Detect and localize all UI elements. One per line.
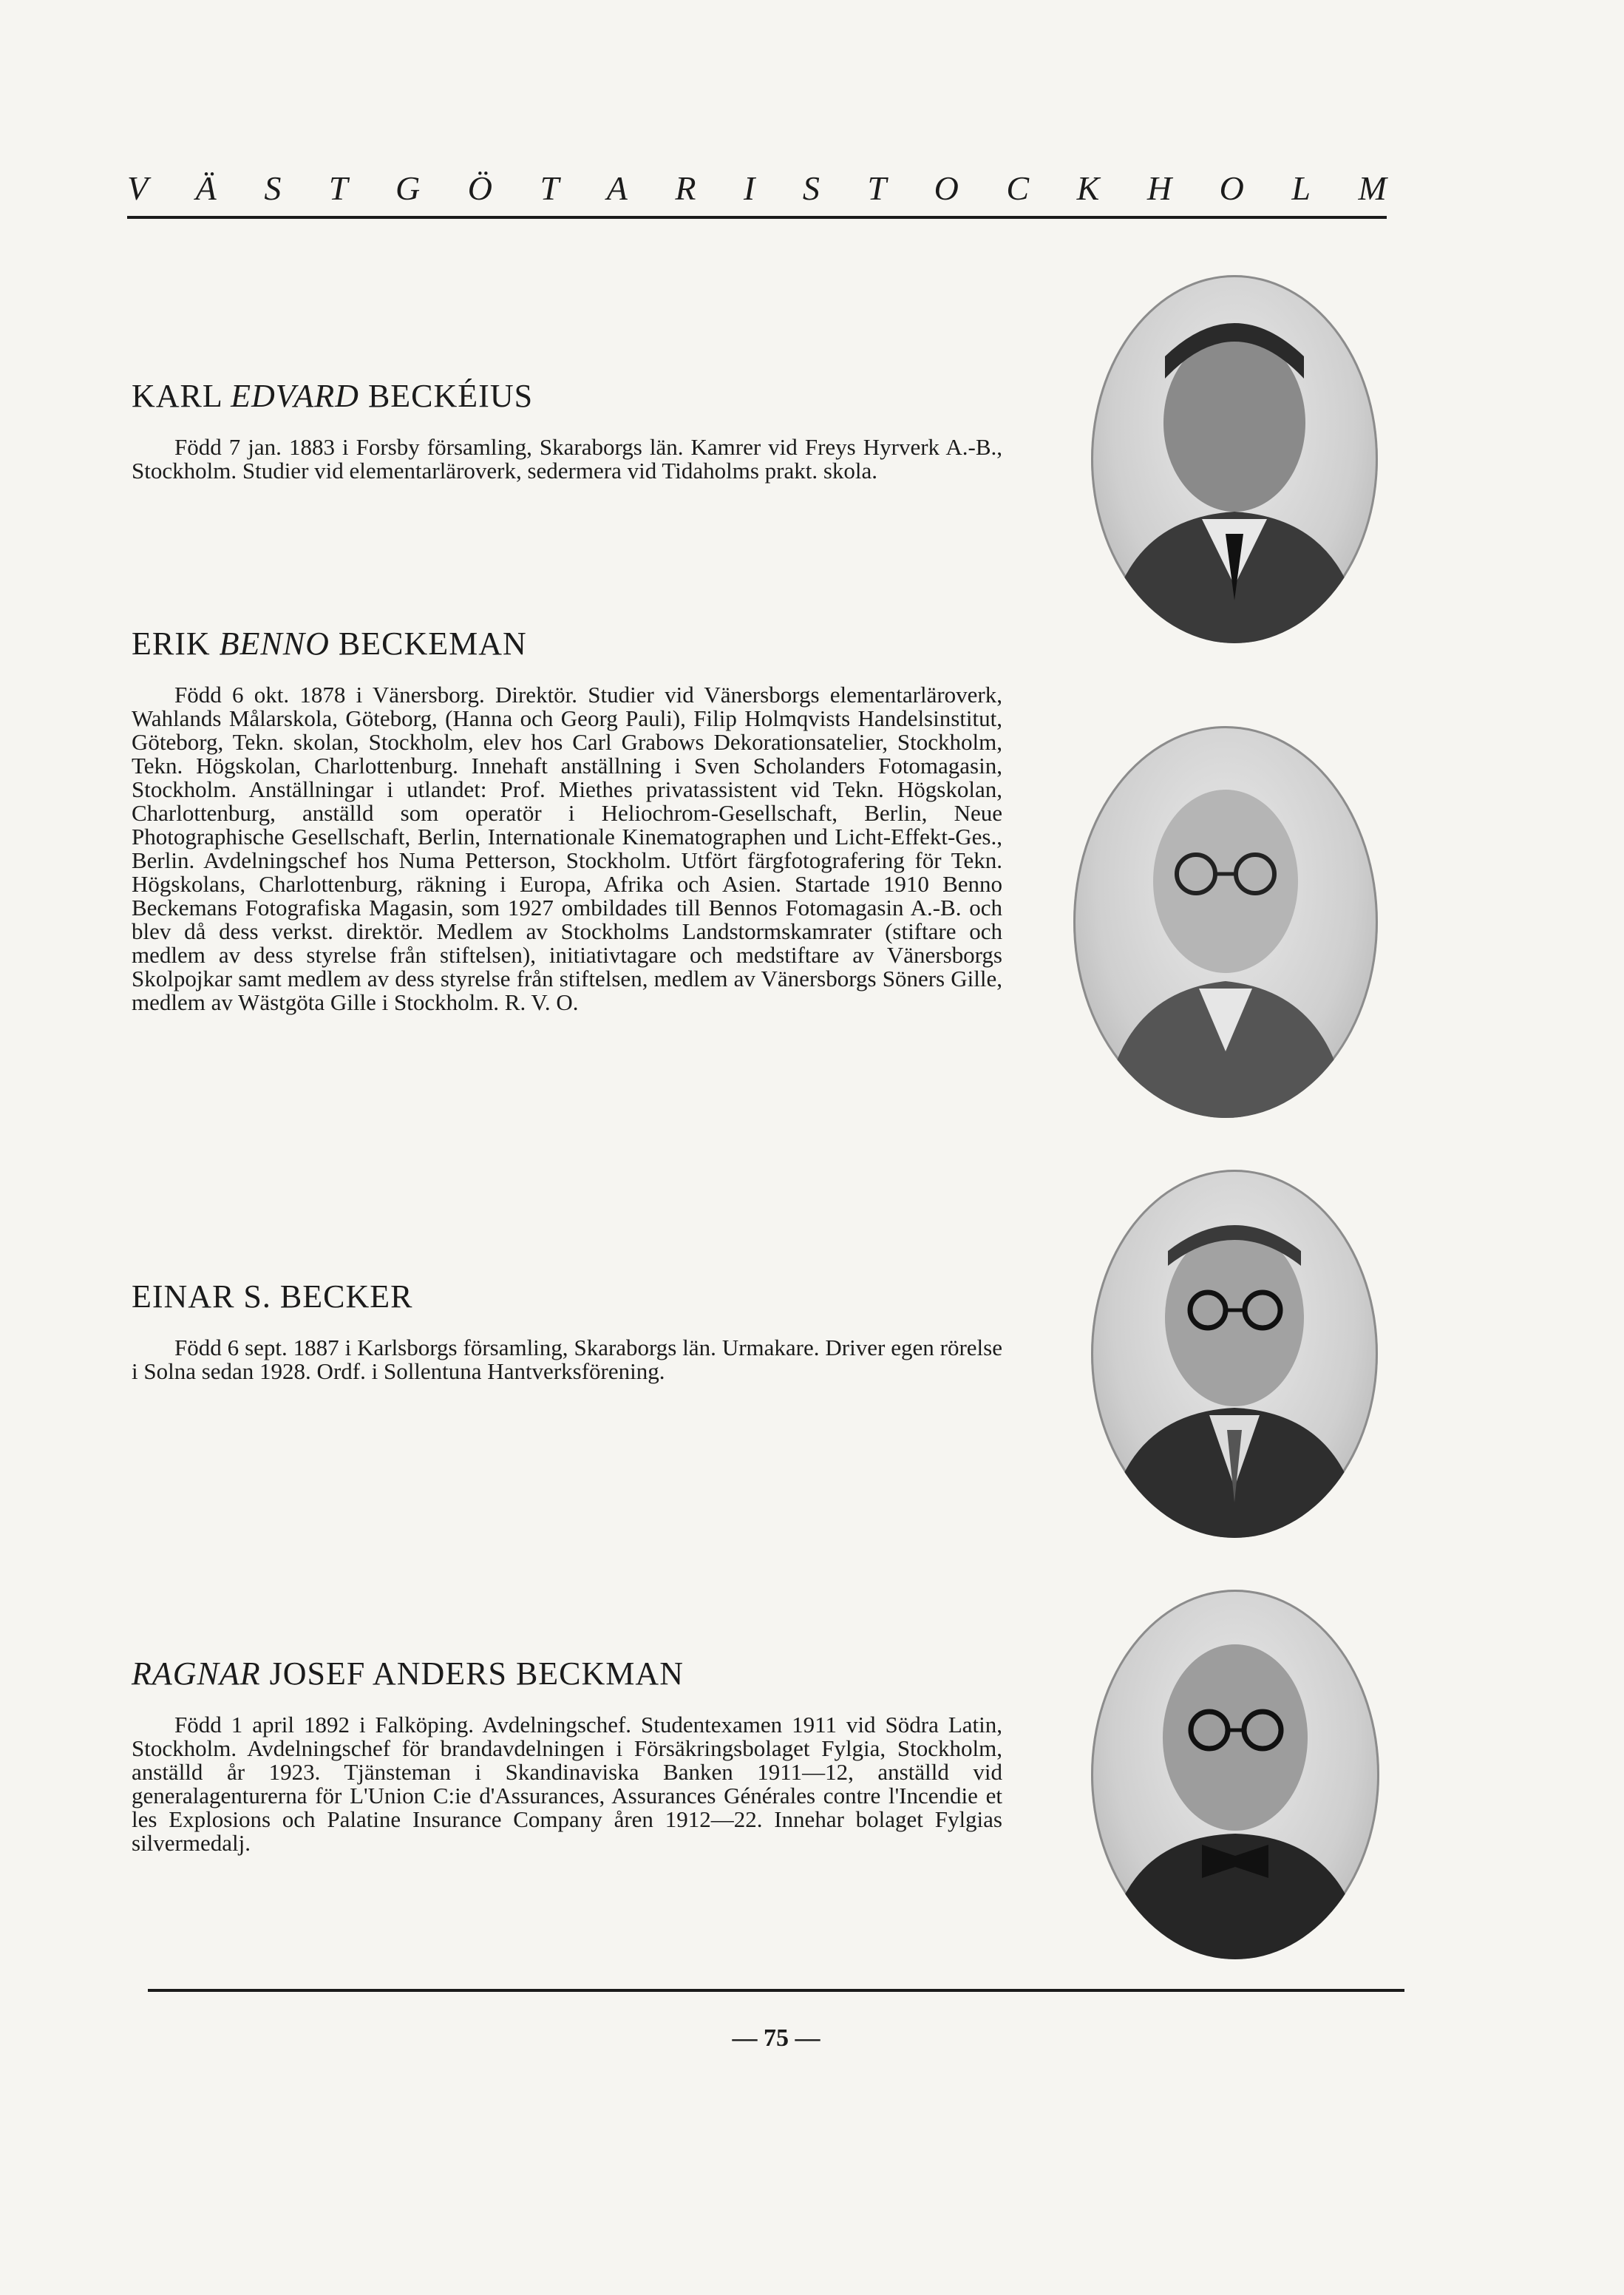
- running-head-letter: V: [127, 169, 149, 207]
- running-head-letter: M: [1358, 169, 1387, 207]
- running-head-letter: I: [744, 169, 755, 207]
- running-head-letter: H: [1146, 169, 1172, 207]
- running-head-letter: T: [540, 169, 560, 207]
- running-head-letter: T: [328, 169, 348, 207]
- name-part-italic: BENNO: [219, 626, 330, 662]
- biography-entry: [132, 625, 1002, 1014]
- name-part: KARL: [132, 378, 231, 414]
- running-head-letter: Ö: [467, 169, 493, 207]
- page-number: — 75 —: [732, 2024, 821, 2052]
- portrait-figure: [1073, 726, 1378, 1118]
- running-head-letter: T: [867, 169, 887, 207]
- running-head-letter: S: [264, 169, 282, 207]
- running-head-letter: C: [1006, 169, 1030, 207]
- running-head-letter: A: [606, 169, 628, 207]
- person-name: [132, 377, 1002, 415]
- person-bio: Född 7 jan. 1883 i Forsby församling, Skaraborgs län. Kamrer vid Freys Hyrverk A.-B., Stockholm. Studier vid elementarläroverk, sedermera vid Tidaholms prakt. skola.: [132, 434, 1002, 484]
- portrait-photo: [1091, 275, 1378, 643]
- name-part-italic: RAGNAR: [132, 1655, 261, 1692]
- name-part: ERIK: [132, 626, 220, 662]
- portrait-figure: [1091, 1590, 1379, 1959]
- footer-rule: [148, 1989, 1404, 1992]
- biography-entry: [132, 377, 1002, 483]
- person-bio: Född 6 okt. 1878 i Vänersborg. Direktör. Studier vid Vänersborgs elementarläroverk, Wahlands Målarskola, Göteborg, (Hanna och Georg Pauli), Filip Holmqvists Handelsinstitut, Göteborg, Tekn. skolan, Stockholm, elev hos Carl Grabows Dekorationsatelier, Stockholm, Tekn. Högskolan, Charlottenburg. Innehaft anställning i Sven Scholanders Fotomagasin, Stockholm. Anställningar i utlandet: Prof. Miethes privatassistent vid Tekn. Högskolan, Charlottenburg, anställd som operatör i Heliochrom-Gesellschaft, Berlin, Neue Photographische Gesellschaft, Berlin, Internationale Kinematographen und Licht-Effekt-Ges., Berlin. Avdelningschef hos Numa Petterson, Stockholm. Utfört färgfotografering för Tekn. Högskolans, Charlottenburg, räkning i Europa, Afrika och Asien. Startade 1910 Benno Beckemans Fotografiska Magasin, som 1927 ombildades till Bennos Fotomagasin A.-B. och blev då dess verkst. direktör. Medlem av Stockholms Landstormskamrater (stiftare och medlem av dess styrelse från stiftelsen), initiativtagare och medstiftare av Vänersborgs Skolpojkar samt medlem av dess styrelse från stiftelsen, medlem av Vänersborgs Söners Gille, medlem av Wästgöta Gille i Stockholm. R. V. O.: [132, 682, 1002, 1015]
- portrait-photo: [1091, 1590, 1379, 1959]
- running-head-letter: L: [1291, 169, 1311, 207]
- running-head-letter: K: [1076, 169, 1100, 207]
- name-part: BECKEMAN: [329, 626, 527, 662]
- portrait-figure: [1091, 1170, 1378, 1538]
- name-part: EINAR S. BECKER: [132, 1278, 413, 1315]
- person-name: [132, 625, 1002, 662]
- name-part: BECKÉIUS: [359, 378, 534, 414]
- portrait-photo: [1091, 1170, 1378, 1538]
- portrait-figure: [1091, 275, 1378, 643]
- running-head-letter: O: [934, 169, 959, 207]
- person-name: [132, 1278, 1002, 1315]
- name-part-italic: EDVARD: [231, 378, 359, 414]
- header-rule: [127, 216, 1387, 219]
- person-bio: Född 6 sept. 1887 i Karlsborgs församling, Skaraborgs län. Urmakare. Driver egen rörelse i Solna sedan 1928. Ordf. i Sollentuna Hantverksförening.: [132, 1335, 1002, 1384]
- person-name: [132, 1655, 1002, 1692]
- portrait-photo: [1073, 726, 1378, 1118]
- running-head: [127, 169, 1387, 208]
- running-head-letter: S: [802, 169, 820, 207]
- running-head-letter: R: [675, 169, 696, 207]
- biography-entry: [132, 1278, 1002, 1383]
- running-head-letter: Ä: [195, 169, 217, 207]
- running-head-letter: O: [1219, 169, 1244, 207]
- biography-entry: [132, 1655, 1002, 1855]
- running-head-letter: G: [395, 169, 421, 207]
- person-bio: Född 1 april 1892 i Falköping. Avdelningschef. Studentexamen 1911 vid Södra Latin, Stockholm. Avdelningschef för brandavdelningen i Försäkringsbolaget Fylgia, Stockholm, anställd år 1923. Tjänsteman i Skandinaviska Banken 1911—12, anställd vid generalagenturerna för L'Union C:ie d'Assurances, Assurances Générales contre l'Incendie et les Explosions och Palatine Insurance Company åren 1912—22. Innehar bolaget Fylgias silvermedalj.: [132, 1712, 1002, 1856]
- name-part: JOSEF ANDERS BECKMAN: [260, 1655, 684, 1692]
